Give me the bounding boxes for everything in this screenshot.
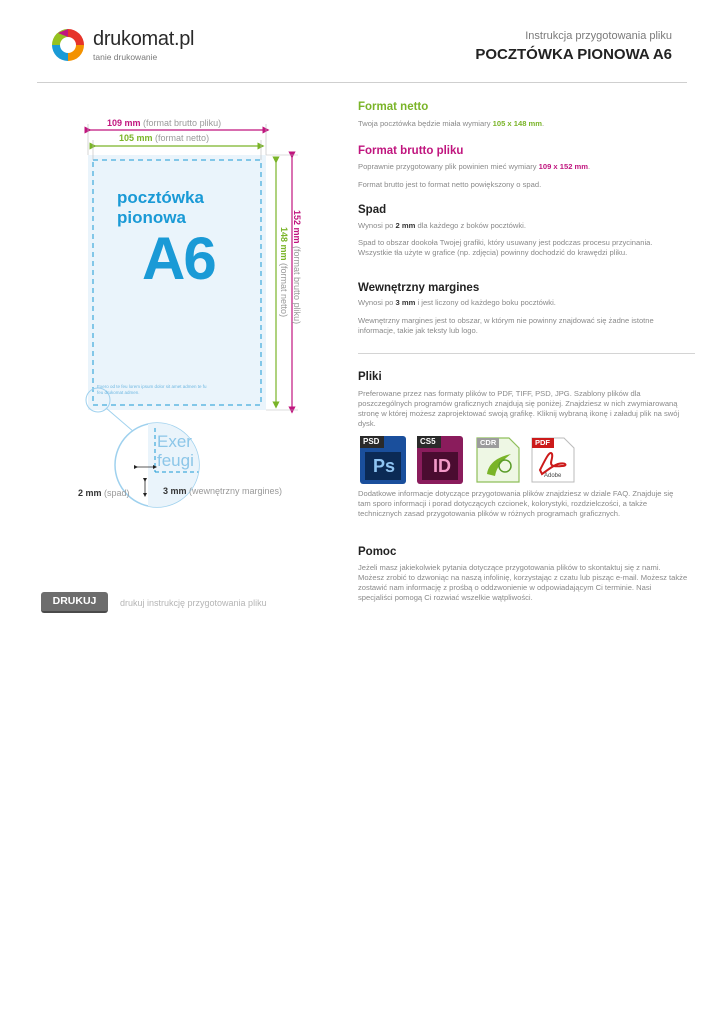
zoom-text-line2: feugi xyxy=(157,451,194,470)
spad-text-2: Spad to obszar dookoła Twojej grafiki, który usuwany jest podczas procesu przycinania. Wszystkie tła użyte w grafice (np. zdjęcia) powinny dochodzić do krawędzi pliku. xyxy=(358,238,653,257)
card-title xyxy=(117,188,204,228)
brutto-width-label xyxy=(107,118,221,128)
margines-text-before: Wynosi po xyxy=(358,298,396,307)
brutto-width-value: 109 mm xyxy=(107,118,141,128)
margines-text xyxy=(358,298,688,308)
card-small-text xyxy=(97,384,257,396)
netto-height-label xyxy=(279,227,289,317)
logo-text[interactable]: drukomat.pl xyxy=(93,28,195,50)
cdr-file-icon[interactable] xyxy=(475,436,521,484)
dimension-diagram xyxy=(60,110,330,530)
netto-height-value: 148 mm xyxy=(279,227,289,261)
spad-size: 2 mm xyxy=(395,221,416,230)
page-title: POCZTÓWKA PIONOWA A6 xyxy=(475,46,672,63)
netto-width-note: (format netto) xyxy=(155,133,210,143)
zoom-text-line1: Exer xyxy=(157,432,192,451)
card-big-a6: A6 xyxy=(142,225,215,292)
brutto-dimensions: 109 x 152 mm xyxy=(538,162,589,171)
format-netto-heading: Format netto xyxy=(358,101,429,113)
print-description[interactable]: drukuj instrukcję przygotowania pliku xyxy=(120,598,267,608)
header-divider xyxy=(37,82,687,83)
card-small-text-line2: feu drukomat admen. xyxy=(97,390,140,395)
spad-value: 2 mm xyxy=(78,488,102,498)
netto-width-value: 105 mm xyxy=(119,133,153,143)
margines-text-after: i jest liczony od każdego boku pocztówki. xyxy=(415,298,556,307)
card-title-line2: pionowa xyxy=(117,208,186,227)
netto-width-label xyxy=(119,133,209,143)
margines-size: 3 mm xyxy=(395,298,416,307)
psd-label: PSD xyxy=(363,437,380,446)
format-brutto-text xyxy=(358,162,688,172)
card-small-text-line1: Exero od te feu lorem ipsum dolor sit amet admen te fu xyxy=(97,384,207,389)
netto-height-note: (format netto) xyxy=(279,263,289,318)
margines-heading: Wewnętrzny margines xyxy=(358,282,480,294)
indesign-file-icon[interactable] xyxy=(417,436,463,484)
pomoc-heading: Pomoc xyxy=(358,546,397,558)
brutto-height-value: 152 mm xyxy=(292,210,302,244)
psd-glyph: Ps xyxy=(373,456,396,476)
brutto-text-after: . xyxy=(588,162,591,171)
logo-tagline: tanie drukowanie xyxy=(93,52,158,62)
pomoc-text: Jeżeli masz jakiekolwiek pytania dotyczące przygotowania plików to skontaktuj się z nami. Możesz zrobić to dzwoniąc na naszą infolinię, korzystając z czatu lub pisząc e-mail. Możesz także zostawić nam informację z prośbą o oddzwonienie w odpowiadającym Ci terminie. Nasi specjaliści pomogą Ci rozwiać wszelkie wątpliwości. xyxy=(358,563,688,602)
pliki-text-2: Dodatkowe informacje dotyczące przygotowania plików znajdziesz w dziale FAQ. Znajduje się tam sporo informacji i porad dotyczących czcionek, kolorystyki, rozdzielczości, a także technicznych zasad przygotowania plików w różnych programach graficznych. xyxy=(358,489,674,518)
margin-note: (wewnętrzny margines) xyxy=(189,486,283,496)
brutto-text-before: Poprawnie przygotowany plik powinien mieć wymiary xyxy=(358,162,539,171)
spad-heading: Spad xyxy=(358,204,387,216)
format-brutto-heading: Format brutto pliku xyxy=(358,145,464,157)
section-divider xyxy=(358,353,695,354)
pliki-heading: Pliki xyxy=(358,371,382,383)
spad-label xyxy=(78,488,130,498)
card-title-line1: pocztówka xyxy=(117,188,204,207)
margines-text-2: Wewnętrzny margines jest to obszar, w którym nie powinny znajdować się żadne istotne informacje, takie jak teksty lub logo. xyxy=(358,316,654,335)
brutto-height-note: (format brutto pliku) xyxy=(292,246,302,325)
page-subtitle: Instrukcja przygotowania pliku xyxy=(525,30,672,42)
indesign-label: CS5 xyxy=(420,437,436,446)
spad-text-after: dla każdego z boków pocztówki. xyxy=(415,221,526,230)
margin-label xyxy=(163,486,282,496)
indesign-glyph: ID xyxy=(433,456,451,476)
pdf-file-icon[interactable] xyxy=(530,436,576,484)
print-button[interactable]: DRUKUJ xyxy=(41,592,108,613)
cdr-label: CDR xyxy=(480,438,497,447)
format-netto-text xyxy=(358,119,688,129)
format-brutto-text-2: Format brutto jest to format netto powiększony o spad. xyxy=(358,180,542,189)
netto-text-after: . xyxy=(542,119,545,128)
spad-note: (spad) xyxy=(104,488,130,498)
brutto-width-note: (format brutto pliku) xyxy=(143,118,222,128)
netto-text-before: Twoja pocztówka będzie miała wymiary xyxy=(358,119,493,128)
margin-value: 3 mm xyxy=(163,486,187,496)
pliki-text: Preferowane przez nas formaty plików to PDF, TIFF, PSD, JPG. Szablony plików dla poszczególnych programów graficznych znajdują się poniżej. Znajdziesz w nich zwymiarowaną stronę w której możesz zaprojektować swoją grafikę. Kliknij wybraną ikonę i załaduj plik na swój dysk. xyxy=(358,389,680,428)
drukomat-logo-icon[interactable] xyxy=(48,25,88,65)
netto-dimensions: 105 x 148 mm xyxy=(492,119,543,128)
psd-file-icon[interactable] xyxy=(360,436,406,484)
pdf-label: PDF xyxy=(535,438,550,447)
spad-text xyxy=(358,221,688,231)
spad-text-before: Wynosi po xyxy=(358,221,396,230)
brutto-height-label xyxy=(292,210,302,324)
zoom-sample-text xyxy=(157,432,194,470)
pdf-glyph: Adobe xyxy=(544,473,562,479)
